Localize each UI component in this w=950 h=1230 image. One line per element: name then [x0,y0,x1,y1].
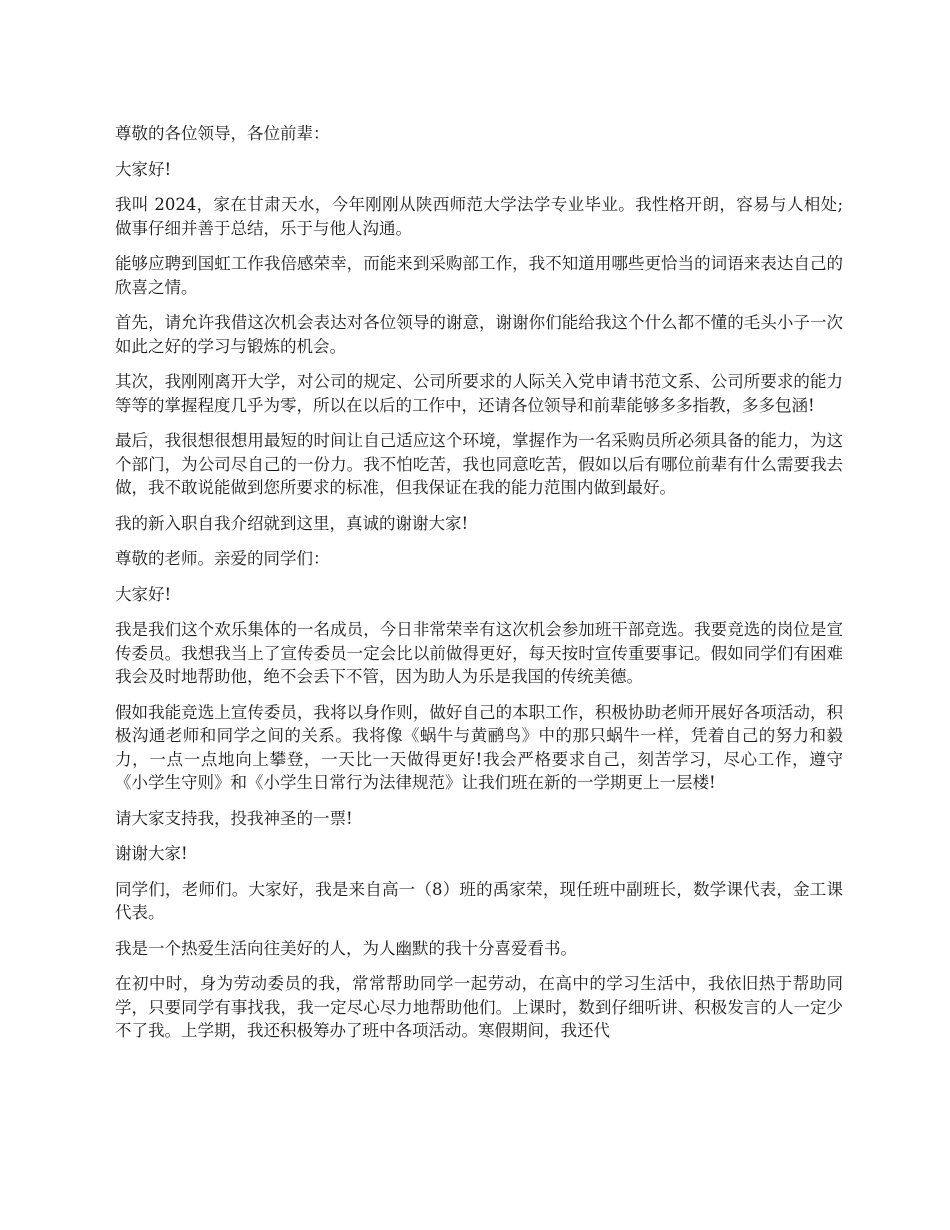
document-body [115,122,843,1055]
experience-paragraph: 在初中时，身为劳动委员的我，常常帮助同学一起劳动，在高中的学习生活中，我依旧热于帮助同学，只要同学有事找我，我一定尽心尽力地帮助他们。上课时，数到仔细听讲、积极发言的人一定少不了我。上学期，我还积极筹办了班中各项活动。寒假期间，我还代 [115,974,843,1040]
hello-everyone-1: 大家好! [115,159,172,179]
first-point-paragraph: 首先，请允许我借这次机会表达对各位领导的谢意，谢谢你们能给我这个什么都不懂的毛头小子一次如此之好的学习与锻炼的机会。 [115,313,843,356]
personality-paragraph: 我是一个热爱生活向往美好的人，为人幽默的我十分喜爱看书。 [115,938,577,958]
gratitude-paragraph: 能够应聘到国虹工作我倍感荣幸，而能来到采购部工作，我不知道用哪些更恰当的词语来表达自己的欣喜之情。 [115,254,843,297]
vote-request: 请大家支持我，投我神圣的一票! [115,808,353,828]
self-intro-paragraph: 同学们，老师们。大家好，我是来自高一（8）班的禹家荣，现任班中副班长，数学课代表，金工课代表。 [115,879,843,922]
greeting-leaders: 尊敬的各位领导，各位前辈： [115,124,330,143]
thanks-everyone: 谢谢大家! [115,844,188,863]
intro-paragraph: 我叫 2024，家在甘肃天水，今年刚刚从陕西师范大学法学专业毕业。我性格开朗，容易与人相处;做事仔细并善于总结，乐于与他人沟通。 [115,195,843,238]
hello-everyone-2: 大家好! [115,584,172,604]
candidate-paragraph: 我是我们这个欢乐集体的一名成员，今日非常荣幸有这次机会参加班干部竞选。我要竞选的岗位是宣传委员。我想我当上了宣传委员一定会比以前做得更好，每天按时宣传重要事记。假如同学们有困难我会及时地帮助他，绝不会丢下不管，因为助人为乐是我国的传统美德。 [115,620,843,686]
closing-thanks-1: 我的新入职自我介绍就到这里，真诚的谢谢大家! [115,513,469,533]
second-point-paragraph: 其次，我刚刚离开大学，对公司的规定、公司所要求的人际关入党申请书范文系、公司所要求的能力等等的掌握程度几乎为零，所以在以后的工作中，还请各位领导和前辈能够多多指教，多多包涵! [115,372,843,415]
campaign-promise-paragraph: 假如我能竞选上宣传委员，我将以身作则，做好自己的本职工作，积极协助老师开展好各项活动，积极沟通老师和同学之间的关系。我将像《蜗牛与黄鹂鸟》中的那只蜗牛一样，凭着自己的努力和毅力，一点一点地向上攀登，一天比一天做得更好!我会严格要求自己，刻苦学习，尽心工作，遵守《小学生守则》和《小学生日常行为法律规范》让我们班在新的一学期更上一层楼! [115,702,843,792]
greeting-teachers: 尊敬的老师。亲爱的同学们： [115,549,330,568]
final-point-paragraph: 最后，我很想很想用最短的时间让自己适应这个环境，掌握作为一名采购员所必须具备的能力，为这个部门，为公司尽自己的一份力。我不怕吃苦，我也同意吃苦，假如以后有哪位前辈有什么需要我去做，我不敢说能做到您所要求的标准，但我保证在我的能力范围内做到最好。 [115,431,843,497]
